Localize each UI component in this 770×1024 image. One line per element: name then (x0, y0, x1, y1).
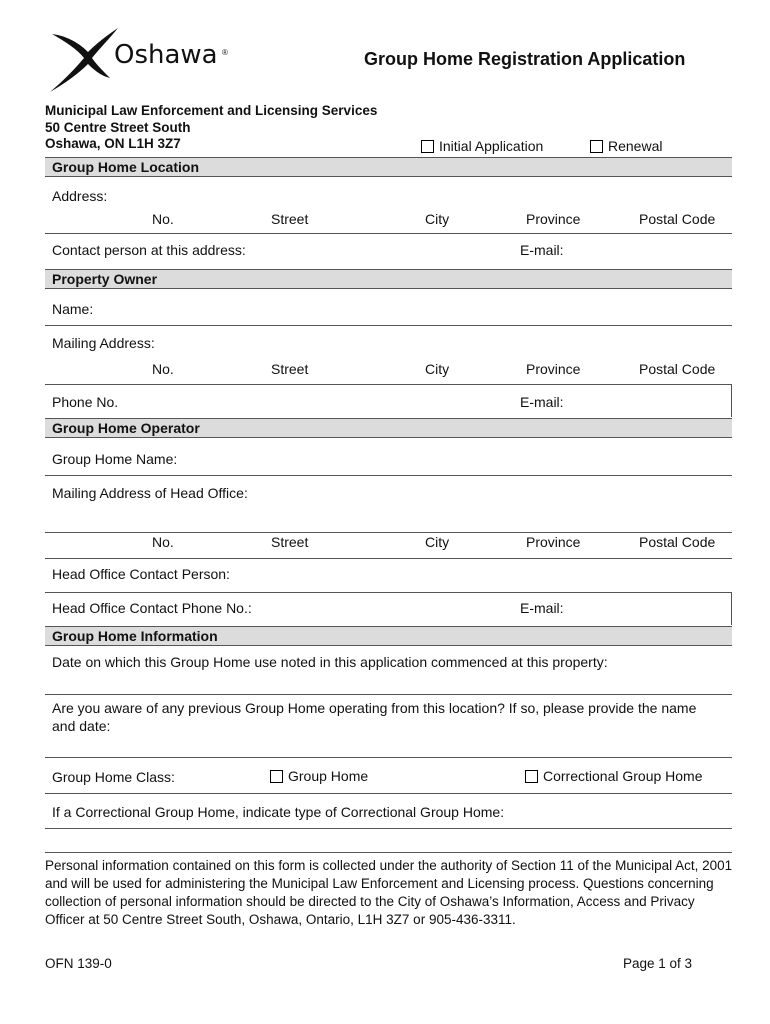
divider (731, 592, 732, 625)
info-date-commenced-label: Date on which this Group Home use noted in this application commenced at this property: (52, 654, 608, 670)
operator-col-street: Street (271, 534, 309, 550)
divider (45, 233, 732, 234)
operator-col-province: Province (526, 534, 581, 550)
divider (45, 558, 732, 559)
owner-col-province: Province (526, 361, 581, 377)
oshawa-logo-icon (44, 20, 124, 100)
initial-application-label: Initial Application (439, 138, 544, 154)
privacy-notice: Personal information contained on this form is collected under the authority of Section 11 of the Municipal Act, 2001 and will be used for administering the Municipal Law Enforcement and Licensing process. Questions concerning collection of personal information should be directed to the City of Oshawa’s Information, Access and Privacy Officer at 50 Centre Street South, Oshawa, Ontario, L1H 3Z7 or 905-436-3311. (45, 858, 733, 927)
operator-phone-label: Head Office Contact Phone No.: (52, 600, 252, 616)
divider (45, 532, 732, 533)
info-correctional-type-label: If a Correctional Group Home, indicate type of Correctional Group Home: (52, 804, 505, 820)
location-col-postal-code: Postal Code (639, 211, 716, 227)
renewal-option[interactable] (590, 138, 662, 154)
renewal-checkbox[interactable] (590, 140, 603, 153)
divider (45, 475, 732, 476)
owner-col-street: Street (271, 361, 309, 377)
section-property-owner: Property Owner (45, 269, 732, 289)
section-group-home-operator: Group Home Operator (45, 418, 732, 438)
owner-name-label: Name: (52, 301, 94, 317)
page-number: Page 1 of 3 (623, 956, 693, 971)
divider (45, 852, 732, 853)
initial-application-checkbox[interactable] (421, 140, 434, 153)
operator-col-postal-code: Postal Code (639, 534, 716, 550)
address-line-2: 50 Centre Street South (45, 119, 191, 135)
location-contact-label: Contact person at this address: (52, 242, 246, 258)
location-address-label: Address: (52, 188, 108, 204)
operator-contact-label: Head Office Contact Person: (52, 566, 230, 582)
location-col-province: Province (526, 211, 581, 227)
location-email-label: E-mail: (520, 242, 564, 258)
owner-col-no: No. (152, 361, 174, 377)
divider (45, 793, 732, 794)
divider (45, 757, 732, 758)
info-previous-group-home-label: Are you aware of any previous Group Home operating from this location? If so, please provide the name and date: (52, 700, 697, 734)
section-group-home-information: Group Home Information (45, 626, 732, 646)
logo-text: Oshawa (114, 40, 218, 70)
location-col-city: City (425, 211, 450, 227)
page-title: Group Home Registration Application (364, 49, 686, 69)
info-class-label: Group Home Class: (52, 769, 175, 785)
divider (45, 694, 732, 695)
class-group-home-label: Group Home (288, 768, 369, 784)
operator-name-label: Group Home Name: (52, 451, 178, 467)
form-number: OFN 139-0 (45, 956, 112, 971)
divider (45, 384, 732, 385)
divider (45, 325, 732, 326)
operator-mailing-label: Mailing Address of Head Office: (52, 485, 248, 501)
address-line-3: Oshawa, ON L1H 3Z7 (45, 136, 181, 151)
divider (45, 592, 732, 593)
divider (45, 828, 732, 829)
address-line-1: Municipal Law Enforcement and Licensing Services (45, 103, 378, 118)
owner-mailing-label: Mailing Address: (52, 335, 155, 351)
owner-col-city: City (425, 361, 450, 377)
class-correctional-checkbox[interactable] (525, 770, 538, 783)
logo-registered-mark: ® (222, 48, 228, 57)
class-group-home-checkbox[interactable] (270, 770, 283, 783)
class-correctional-label: Correctional Group Home (543, 768, 703, 784)
class-group-home-option[interactable] (270, 768, 368, 784)
owner-phone-label: Phone No. (52, 394, 119, 410)
class-correctional-option[interactable] (525, 768, 703, 784)
oshawa-logo (44, 20, 234, 100)
divider (731, 384, 732, 417)
section-group-home-location: Group Home Location (45, 157, 732, 177)
location-col-no: No. (152, 211, 174, 227)
operator-email-label: E-mail: (520, 600, 564, 616)
renewal-label: Renewal (608, 138, 663, 154)
initial-application-option[interactable] (421, 138, 543, 154)
owner-col-postal-code: Postal Code (639, 361, 716, 377)
operator-col-city: City (425, 534, 450, 550)
operator-col-no: No. (152, 534, 174, 550)
owner-email-label: E-mail: (520, 394, 564, 410)
office-address (45, 103, 377, 153)
location-col-street: Street (271, 211, 309, 227)
